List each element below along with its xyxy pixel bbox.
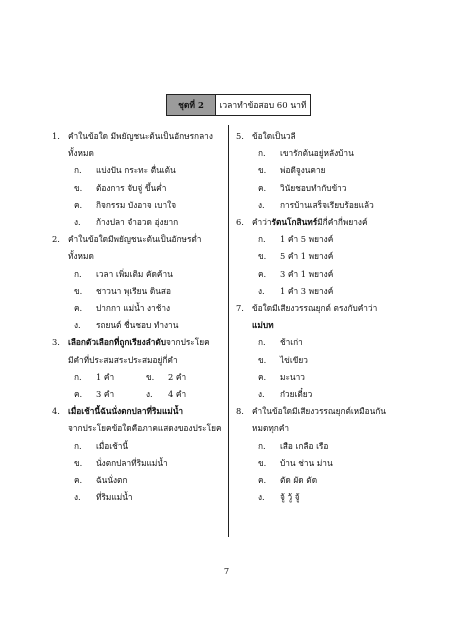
option-letter: ง. [74, 320, 81, 331]
option-text: 4 คำ [168, 389, 187, 400]
option-text: มะนาว [280, 371, 305, 382]
option-text: พ่อดีจูงนคาย [280, 165, 326, 176]
option-text: ที่ริมแม่น้ำ [96, 492, 133, 503]
question-keyword: รัตนโกสินทร์ [271, 217, 318, 228]
option-letter: ก. [74, 440, 82, 451]
question-1 [52, 128, 222, 231]
question-3 [52, 334, 222, 403]
question-number: 8. [236, 406, 244, 417]
time-label: เวลาทำข้อสอบ 60 นาที [219, 101, 307, 111]
option-text: ต้องการ จับจู่ ขึ้นค่ำ [96, 182, 167, 193]
question-text: ข้อใดมีเสียงวรรณยุกต์ ตรงกับคำว่า [252, 303, 378, 314]
option-letter: ค. [258, 182, 267, 193]
option-text: เวลา เพิ่มเติม คัดค้าน [96, 268, 173, 279]
set-label: ชุดที่ 2 [167, 95, 216, 115]
option-c[interactable] [52, 472, 222, 489]
option-text: บ้าน ช่าน ม่าน [280, 457, 333, 468]
option-letter: ข. [146, 371, 155, 382]
option-d[interactable] [52, 214, 222, 231]
question-8 [236, 403, 416, 506]
question-7 [236, 300, 416, 403]
right-column [236, 128, 416, 506]
option-d[interactable] [236, 386, 416, 403]
option-text: รถยนต์ ชื่นชอบ ทำงาน [96, 320, 179, 331]
option-text: วินัยชอบทำกับข้าว [280, 182, 347, 193]
question-number: 1. [52, 131, 60, 141]
option-letter: ค. [74, 303, 83, 314]
question-text: มีกี่คำกี่พยางค์ [317, 217, 368, 228]
option-b[interactable] [52, 455, 222, 472]
option-letter: ค. [258, 371, 267, 382]
option-letter: ก. [74, 268, 82, 279]
option-text: เมื่อเช้านี้ [96, 440, 129, 451]
option-text: 3 คำ 1 พยางค์ [280, 268, 334, 279]
question-text: คำว่า [252, 217, 272, 228]
question-text: คำในข้อใดมีเสียงวรรณยุกต์เหมือนกัน [252, 406, 386, 417]
option-d[interactable] [52, 489, 222, 506]
question-keyword: แม่บท [252, 320, 274, 331]
option-text: 2 คำ [168, 371, 187, 382]
option-letter: ง. [74, 217, 81, 228]
option-letter: ข. [258, 457, 267, 468]
option-letter: ก. [74, 165, 82, 176]
option-letter: ข. [258, 251, 267, 262]
option-text: 1 คำ [96, 371, 115, 382]
option-letter: ค. [258, 268, 267, 279]
question-number: 4. [52, 406, 60, 417]
option-letter: ข. [74, 285, 83, 296]
option-c[interactable] [74, 386, 146, 403]
option-letter: ค. [74, 475, 83, 486]
option-text: ชาวนา พุเรียน ดินสอ [96, 285, 171, 296]
option-a[interactable] [52, 438, 222, 455]
option-letter: ค. [258, 475, 267, 486]
option-text: เสือ เกลือ เรือ [280, 440, 329, 451]
option-a[interactable] [236, 231, 416, 248]
question-quote: เลือกตัวเลือกที่ถูกเรียงลำดับ [68, 337, 167, 348]
option-letter: ง. [258, 492, 265, 503]
question-quote: เมื่อเช้านี้ฉันนั่งตกปลาที่ริมแม่น้ำ [68, 406, 184, 417]
option-letter: ข. [258, 165, 267, 176]
option-a[interactable] [52, 266, 222, 283]
option-d[interactable] [236, 197, 416, 214]
question-2 [52, 231, 222, 334]
option-letter: ง. [146, 389, 153, 400]
option-text: กิจกรรม บังอาจ เบาใจ [96, 199, 177, 210]
question-number: 5. [236, 131, 244, 141]
option-d[interactable] [146, 386, 218, 403]
option-letter: ข. [74, 457, 83, 468]
option-letter: ก. [74, 371, 82, 382]
question-number: 2. [52, 234, 60, 245]
option-text: การบ้านเสร็จเรียบร้อยแล้ว [280, 199, 374, 210]
option-letter: ก. [258, 234, 266, 245]
option-text: 5 คำ 1 พยางค์ [280, 251, 334, 262]
option-a[interactable] [236, 145, 416, 162]
option-a[interactable] [52, 162, 222, 179]
question-number: 3. [52, 337, 60, 348]
option-c[interactable] [52, 300, 222, 317]
option-b[interactable] [52, 283, 222, 300]
option-text: ก้างปลา จำอวด อุ่งยาก [96, 217, 179, 228]
question-text-cont: ทั้งหมด [68, 251, 94, 262]
option-text: เขารักต้นอยู่หลังบ้าน [280, 148, 354, 159]
option-text: ก๋วยเตี๋ยว [280, 389, 313, 400]
page-number: 7 [223, 566, 230, 576]
option-d[interactable] [236, 489, 416, 506]
option-text: ฉันนั่งตก [96, 475, 128, 486]
option-letter: ค. [74, 199, 83, 210]
option-c[interactable] [236, 472, 416, 489]
option-d[interactable] [52, 317, 222, 334]
question-text: ข้อใดเป็นวลี [252, 131, 296, 141]
question-4 [52, 403, 222, 506]
option-a[interactable] [74, 369, 146, 386]
question-text-cont: มีคำที่ประสมสระประสมอยู่กี่คำ [68, 354, 178, 365]
option-b[interactable] [236, 162, 416, 179]
left-column [52, 128, 222, 506]
option-c[interactable] [236, 369, 416, 386]
option-text: 1 คำ 3 พยางค์ [280, 285, 334, 296]
option-text: ไข่เขียว [280, 354, 308, 365]
question-text-cont: ทั้งหมด [68, 148, 94, 159]
option-a[interactable] [236, 334, 416, 351]
option-letter: ก. [258, 148, 266, 159]
option-b[interactable] [52, 180, 222, 197]
option-text: ตัด ผัด ตัด [280, 475, 318, 486]
question-text: จากประโยค [166, 337, 210, 348]
option-letter: ง. [74, 492, 81, 503]
option-b[interactable] [236, 352, 416, 369]
question-5 [236, 128, 416, 214]
question-text-cont: จากประโยคข้อใดคือภาคแสดงของประโยค [68, 423, 222, 434]
question-text: คำในข้อใดมีพยัญชนะต้นเป็นอักษรต่ำ [68, 234, 202, 245]
option-letter: ก. [258, 337, 266, 348]
question-6 [236, 214, 416, 300]
option-c[interactable] [52, 197, 222, 214]
option-text: นั่งตกปลาที่ริมแม่น้ำ [96, 457, 168, 468]
option-letter: ค. [74, 389, 83, 400]
question-number: 6. [236, 217, 244, 228]
option-letter: ง. [258, 389, 265, 400]
option-letter: ข. [258, 354, 267, 365]
option-row [52, 369, 222, 386]
option-letter: ก. [258, 440, 266, 451]
option-letter: ง. [258, 199, 265, 210]
option-text: จู้ วู้ จู้ [280, 492, 300, 503]
option-b[interactable] [236, 248, 416, 265]
option-letter: ง. [258, 285, 265, 296]
option-b[interactable] [236, 455, 416, 472]
exam-set-header [166, 94, 311, 116]
option-c[interactable] [236, 266, 416, 283]
option-d[interactable] [236, 283, 416, 300]
column-divider [228, 125, 229, 537]
option-letter: ข. [74, 182, 83, 193]
option-text: 3 คำ [96, 389, 115, 400]
option-text: แบ่งปัน กระทะ ตื่นเต้น [96, 165, 176, 176]
option-b[interactable] [146, 369, 218, 386]
option-row [52, 386, 222, 403]
question-text-cont: หมดทุกคำ [252, 423, 290, 434]
question-text: คำในข้อใด มีพยัญชนะต้นเป็นอักษรกลาง [68, 131, 213, 141]
option-c[interactable] [236, 180, 416, 197]
question-number: 7. [236, 303, 244, 314]
option-text: ช้าเก่า [280, 337, 303, 348]
option-a[interactable] [236, 438, 416, 455]
option-text: 1 คำ 5 พยางค์ [280, 234, 334, 245]
option-text: ปากกา แม่น้ำ งาช้าง [96, 303, 171, 314]
